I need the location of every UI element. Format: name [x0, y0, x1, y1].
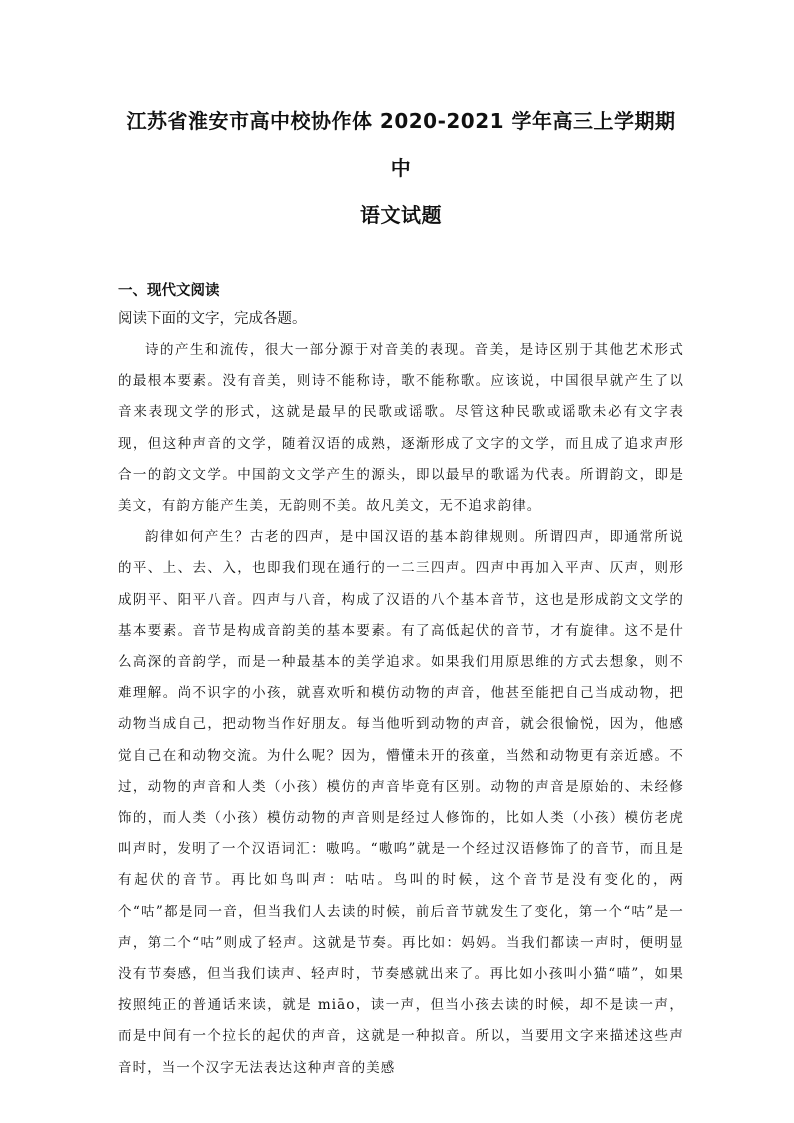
document-subtitle: 语文试题 [360, 203, 442, 227]
section-heading: 一、现代文阅读 [118, 283, 220, 299]
reading-instruction: 阅读下面的文字，完成各题。 [118, 311, 307, 327]
passage-paragraph-1: 诗的产生和流传，很大一部分源于对音美的表现。音美，是诗区别于其他艺术形式的最根本要素。没有音美，则诗不能称诗，歌不能称歌。应该说，中国很早就产生了以音来表现文学的形式，这就是最早的民歌或谣歌。尽管这种民歌或谣歌未必有文字表现，但这种声音的文学，随着汉语的成熟，逐渐形成了文字的文学，而且成了追求声形合一的韵文文学。中国韵文文学产生的源头，即以最早的歌谣为代表。所谓韵文，即是美文，有韵方能产生美，无韵则不美。故凡美文，无不追求韵律。 [118, 342, 684, 515]
title-block [118, 0, 684, 239]
document-title: 江苏省淮安市高中校协作体 2020-2021 学年高三上学期期中 [126, 109, 676, 180]
passage [118, 335, 684, 1084]
passage-paragraph-2: 韵律如何产生？古老的四声，是中国汉语的基本韵律规则。所谓四声，即通常所说的平、上、去、入，也即我们现在通行的一二三四声。四声中再加入平声、仄声，则形成阴平、阳平八音。四声与八音，构成了汉语的八个基本音节，这也是形成韵文文学的基本要素。音节是构成音韵美的基本要素。有了高低起伏的音节，才有旋律。这不是什么高深的音韵学，而是一种最基本的美学追求。如果我们用原思维的方式去想象，则不难理解。尚不识字的小孩，就喜欢听和模仿动物的声音，他甚至能把自己当成动物，把动物当成自己，把动物当作好朋友。每当他听到动物的声音，就会很愉悦，因为，他感觉自己在和动物交流。为什么呢？因为，懵懂未开的孩童，当然和动物更有亲近感。不过，动物的声音和人类（小孩）模仿的声音毕竟有区别。动物的声音是原始的、未经修饰的，而人类（小孩）模仿动物的声音则是经过人修饰的，比如人类（小孩）模仿老虎叫声时，发明了一个汉语词汇：嗷呜。“嗷呜”就是一个经过汉语修饰了的音节，而且是有起伏的音节。再比如鸟叫声：咕咕。鸟叫的时候，这个音节是没有变化的，两个“咕”都是同一音，但当我们人去读的时候，前后音节就发生了变化，第一个“咕”是一声，第二个“咕”则成了轻声。这就是节奏。再比如：妈妈。当我们都读一声时，便明显没有节奏感，但当我们读声、轻声时，节奏感就出来了。再比如小孩叫小猫“喵”，如果按照纯正的普通话来读，就是 miāo，读一声，但当小孩去读的时候，却不是读一声，而是中间有一个拉长的起伏的声音，这就是一种拟音。所以，当要用文字来描述这些声音时，当一个汉字无法表达这种声音的美感 [118, 529, 684, 1076]
